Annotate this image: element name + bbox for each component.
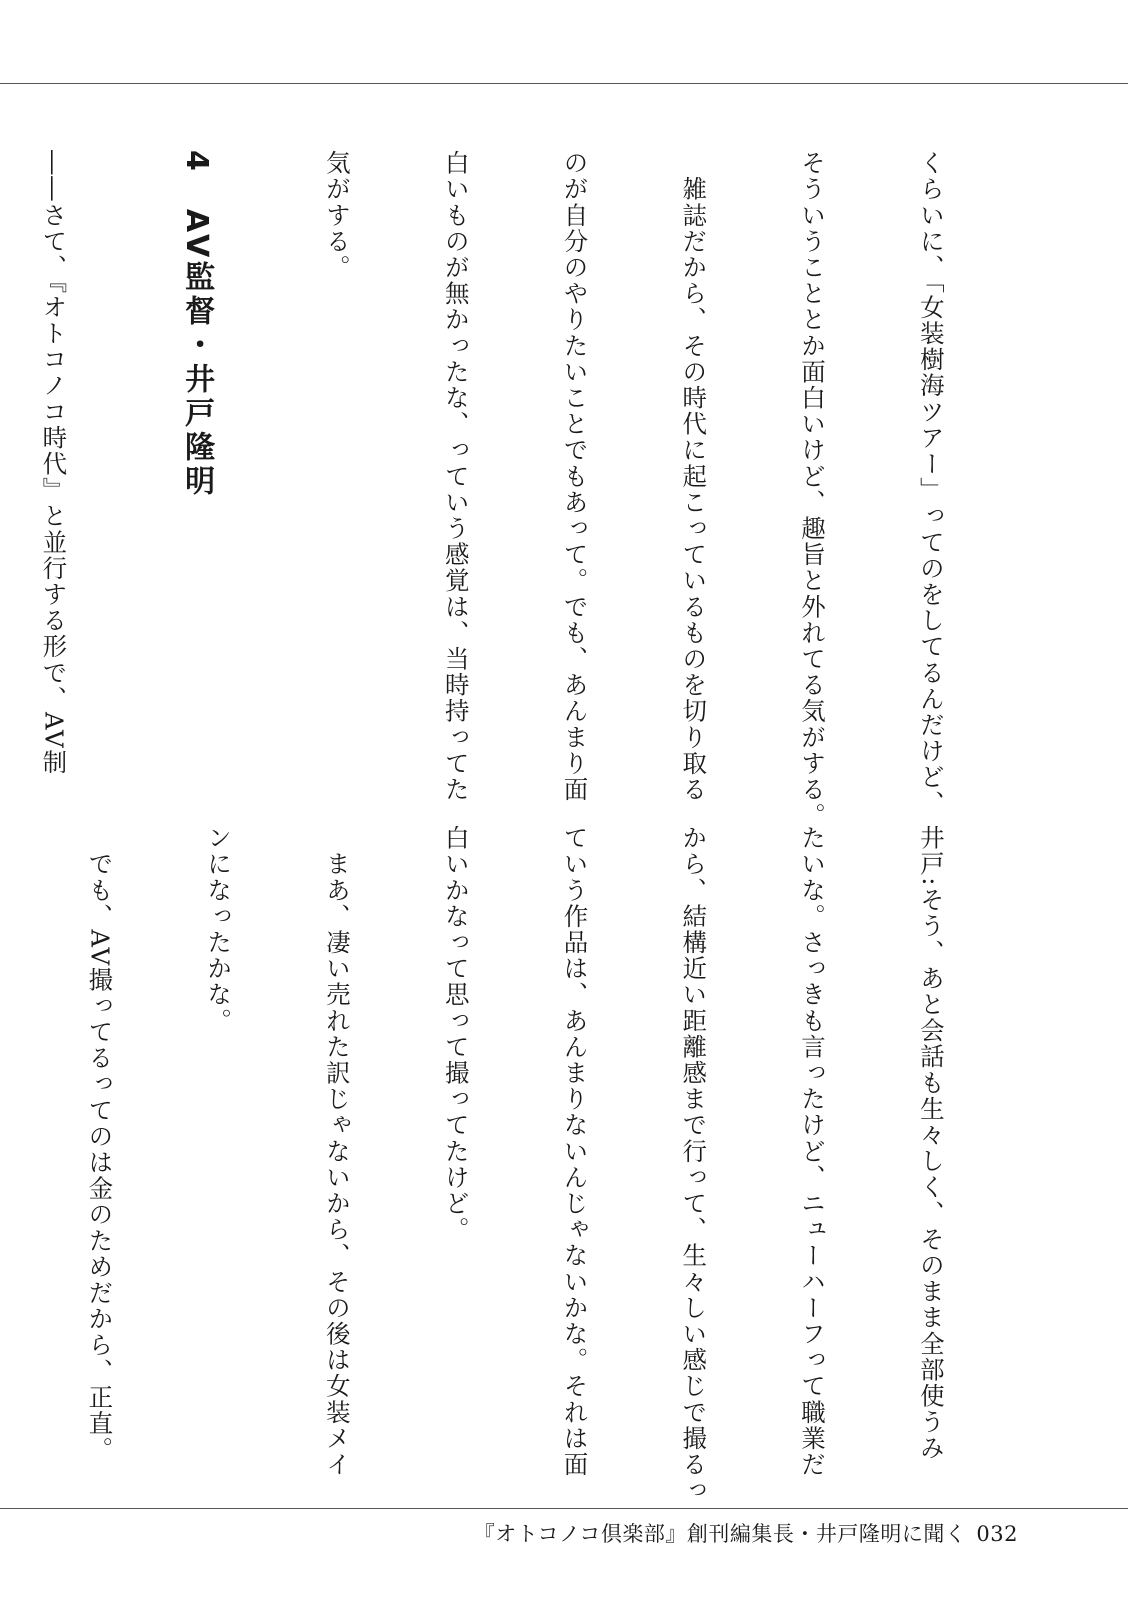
text-line bbox=[0, 825, 1, 1445]
text-line: のが自分のやりたいことでもあって。でも、あんまり面 bbox=[560, 150, 590, 803]
running-title: 『オトコノコ倶楽部』創刊編集長・井戸隆明に聞く bbox=[473, 1522, 967, 1546]
text-line: 井戸:そう、あと会話も生々しく、そのまま全部使うみ bbox=[916, 825, 946, 1462]
text-line: ンになったかな。 bbox=[204, 825, 234, 1034]
footer-rule bbox=[0, 1508, 1128, 1509]
text-line: そういうこととか面白いけど、趣旨と外れてる気がする。 bbox=[798, 150, 828, 829]
text-line: でも、AV撮ってるってのは金のためだから、正直。 bbox=[85, 825, 115, 1463]
text-line: まあ、凄い売れた訳じゃないから、その後は女装メイ bbox=[322, 825, 352, 1478]
text-line: 白いかなって思って撮ってたけど。 bbox=[441, 825, 471, 1243]
text-line: ていう作品は、あんまりないんじゃないかな。それは面 bbox=[560, 825, 590, 1478]
text-line: ――さて、『オトコノコ時代』と並行する形で、AV制 bbox=[39, 150, 69, 776]
header-rule bbox=[0, 83, 1128, 84]
text-line: 雑誌だから、その時代に起こっているものを切り取る bbox=[679, 150, 709, 803]
text-line: から、結構近い距離感まで行って、生々しい感じで撮るっ bbox=[679, 825, 709, 1504]
text-line: 気がする。 bbox=[322, 150, 352, 281]
section-heading: 4 AV監督・井戸隆明 bbox=[179, 150, 215, 500]
lower-text-block bbox=[0, 825, 1030, 1504]
text-line: たいな。さっきも言ったけど、ニューハーフって職業だ bbox=[798, 825, 828, 1478]
text-line: 白いものが無かったな、っていう感覚は、当時持ってた bbox=[441, 150, 471, 803]
text-line: くらいに、「女装樹海ツアー」ってのをしてるんだけど、 bbox=[916, 150, 946, 817]
page-number: 032 bbox=[976, 1522, 1018, 1546]
upper-text-block bbox=[0, 150, 1030, 829]
page-footer bbox=[474, 1518, 1018, 1548]
